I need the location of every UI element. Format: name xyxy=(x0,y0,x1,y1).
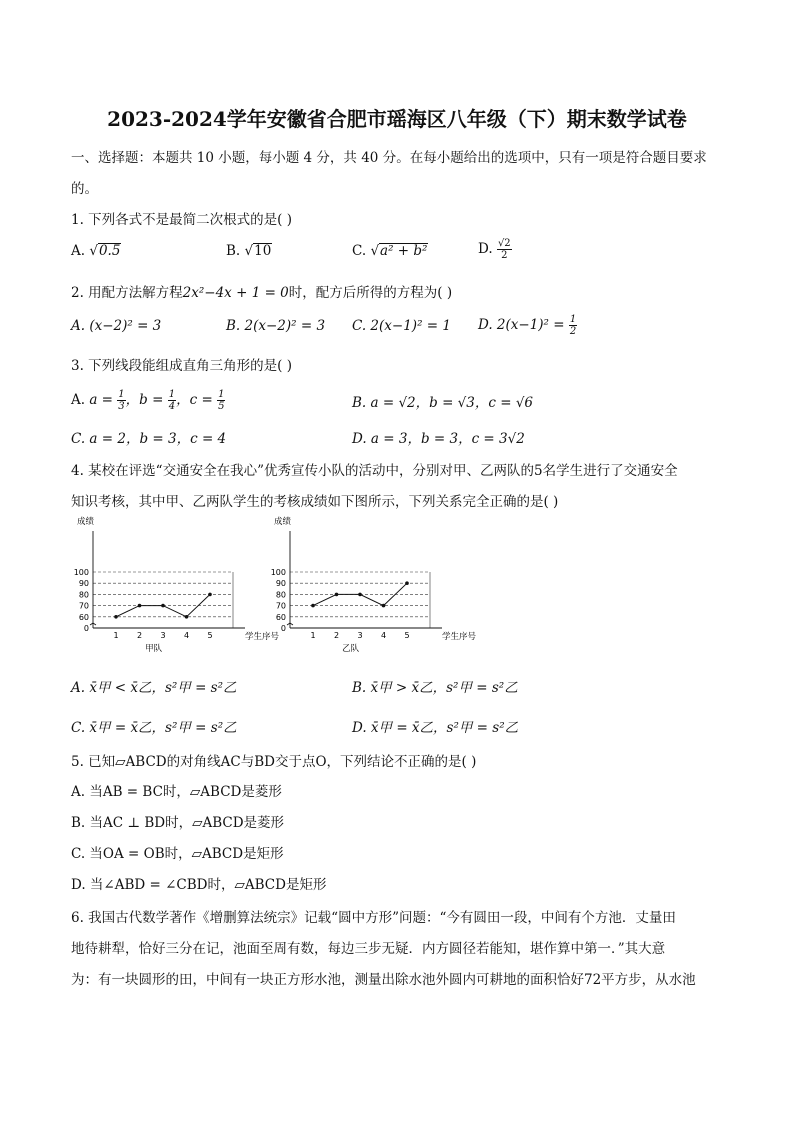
data-point xyxy=(138,604,142,608)
y-tick-label: 90 xyxy=(275,579,286,589)
y-tick-label: 70 xyxy=(78,601,89,611)
x-tick-label: 2 xyxy=(136,631,143,640)
chart-title: 甲队 xyxy=(145,644,163,654)
y-tick-label: 60 xyxy=(78,612,89,622)
y-tick-label: 0 xyxy=(83,624,89,633)
option-label: C. xyxy=(352,243,367,259)
question-6-stem-line1: 6. 我国古代数学著作《增删算法统宗》记载“圆中方形”问题：“今有圆田一段，中间有个方池．丈量田 xyxy=(71,910,676,926)
chart-team-jia xyxy=(65,513,280,658)
x-tick-label: 1 xyxy=(113,631,119,640)
chart-title: 乙队 xyxy=(342,644,360,654)
y-tick-label: 100 xyxy=(73,568,89,577)
section-instructions-cont: 的。 xyxy=(71,181,98,197)
q5-option-a: A. 当AB = BC时，▱ABCD是菱形 xyxy=(71,784,282,800)
y-tick-label: 0 xyxy=(280,624,286,633)
option-label: D. xyxy=(478,241,493,257)
y-tick-label: 60 xyxy=(275,612,286,622)
x-tick-label: 4 xyxy=(183,631,190,640)
data-point xyxy=(311,604,315,608)
q2-option-c: C. 2(x−1)² = 1 xyxy=(352,318,451,334)
x-axis-label: 学生序号 xyxy=(442,632,477,642)
option-label: B. xyxy=(226,243,241,259)
q3-option-d: D. a = 3，b = 3，c = 3√2 xyxy=(352,431,525,447)
radicand: a² + b² xyxy=(380,243,428,259)
page-title: 2023-2024学年安徽省合肥市瑶海区八年级（下）期末数学试卷 xyxy=(107,107,687,131)
q1-option-a: A. √0.5 xyxy=(71,243,121,259)
q1-option-b: B. √10 xyxy=(226,243,272,259)
data-point xyxy=(208,593,212,597)
radicand: 0.5 xyxy=(98,243,121,259)
x-tick-label: 3 xyxy=(160,631,166,640)
x-axis-label: 学生序号 xyxy=(245,632,280,642)
data-point xyxy=(382,604,386,608)
x-tick-label: 4 xyxy=(380,631,387,640)
q1-option-d xyxy=(478,238,512,261)
radicand: 10 xyxy=(254,243,272,259)
question-1-stem: 1. 下列各式不是最简二次根式的是( ) xyxy=(71,212,292,228)
q5-option-c: C. 当OA = OB时，▱ABCD是矩形 xyxy=(71,846,284,862)
q2-option-b: B. 2(x−2)² = 3 xyxy=(226,318,326,334)
equation: 2x²−4x + 1 = 0 xyxy=(182,285,289,301)
data-point xyxy=(358,593,362,597)
q5-option-b: B. 当AC ⊥ BD时，▱ABCD是菱形 xyxy=(71,815,285,831)
x-tick-label: 3 xyxy=(357,631,363,640)
question-2-stem: 2. 用配方法解方程2x²−4x + 1 = 0时，配方后所得的方程为( ) xyxy=(71,285,453,301)
q4-option-b: B. x̄甲 > x̄乙，s²甲 = s²乙 xyxy=(352,680,518,696)
question-3-stem: 3. 下列线段能组成直角三角形的是( ) xyxy=(71,358,292,374)
y-tick-label: 80 xyxy=(275,590,286,600)
q3-option-c: C. a = 2，b = 3，c = 4 xyxy=(71,431,227,447)
q1-option-c: C. √a² + b² xyxy=(352,243,428,259)
question-4-stem-line2: 知识考核，其中甲、乙两队学生的考核成绩如下图所示，下列关系完全正确的是( ) xyxy=(71,494,559,510)
q5-option-d: D. 当∠ABD = ∠CBD时，▱ABCD是矩形 xyxy=(71,877,327,893)
q4-option-d: D. x̄甲 = x̄乙，s²甲 = s²乙 xyxy=(352,720,519,736)
question-6-stem-line3: 为：有一块圆形的田，中间有一块正方形水池，测量出除水池外圆内可耕地的面积恰好72平方步，从水池 xyxy=(71,972,696,988)
q2-option-d: D. 2(x−1)² = $\frac{1}{2}$ xyxy=(478,314,577,337)
q3-option-b: B. a = √2，b = √3，c = √6 xyxy=(352,395,534,411)
y-tick-label: 70 xyxy=(275,601,286,611)
y-tick-label: 80 xyxy=(78,590,89,600)
data-point xyxy=(185,615,189,619)
y-tick-label: 100 xyxy=(270,568,286,577)
y-axis-label: 成绩 xyxy=(274,517,292,527)
x-tick-label: 1 xyxy=(310,631,316,640)
fraction: $\frac{√2}{2}$ xyxy=(497,238,511,261)
data-point xyxy=(335,593,339,597)
section-instructions: 一、选择题：本题共 10 小题，每小题 4 分，共 40 分。在每小题给出的选项中，只有一项是符合题目要求 xyxy=(71,150,707,166)
question-6-stem-line2: 地待耕犁，恰好三分在记，池面至周有数，每边三步无疑．内方圆径若能知，堪作算中第一．”其大意 xyxy=(71,941,666,957)
data-point xyxy=(114,615,118,619)
data-point xyxy=(405,581,409,585)
x-tick-label: 5 xyxy=(207,631,213,640)
x-tick-label: 2 xyxy=(333,631,340,640)
x-tick-label: 5 xyxy=(404,631,410,640)
y-tick-label: 90 xyxy=(78,579,89,589)
q4-option-c: C. x̄甲 = x̄乙，s²甲 = s²乙 xyxy=(71,720,237,736)
y-axis-label: 成绩 xyxy=(77,517,95,527)
question-5-stem: 5. 已知▱ABCD的对角线AC与BD交于点O，下列结论不正确的是( ) xyxy=(71,754,477,770)
q4-option-a: A. x̄甲 < x̄乙，s²甲 = s²乙 xyxy=(71,680,237,696)
q3-option-a: A. a = $\frac{1}{3}$ ，b = $\frac{1}{4}$ ，c = $\frac{1}{5}$ xyxy=(71,389,225,412)
q2-option-a: A. (x−2)² = 3 xyxy=(71,318,162,334)
data-point xyxy=(161,604,165,608)
question-4-stem-line1: 4. 某校在评选“交通安全在我心”优秀宣传小队的活动中，分别对甲、乙两队的5名学生进行了交通安全 xyxy=(71,463,678,479)
option-label: A. xyxy=(71,243,86,259)
fraction: $\frac{1}{2}$ xyxy=(569,314,577,337)
chart-team-yi xyxy=(262,513,477,658)
